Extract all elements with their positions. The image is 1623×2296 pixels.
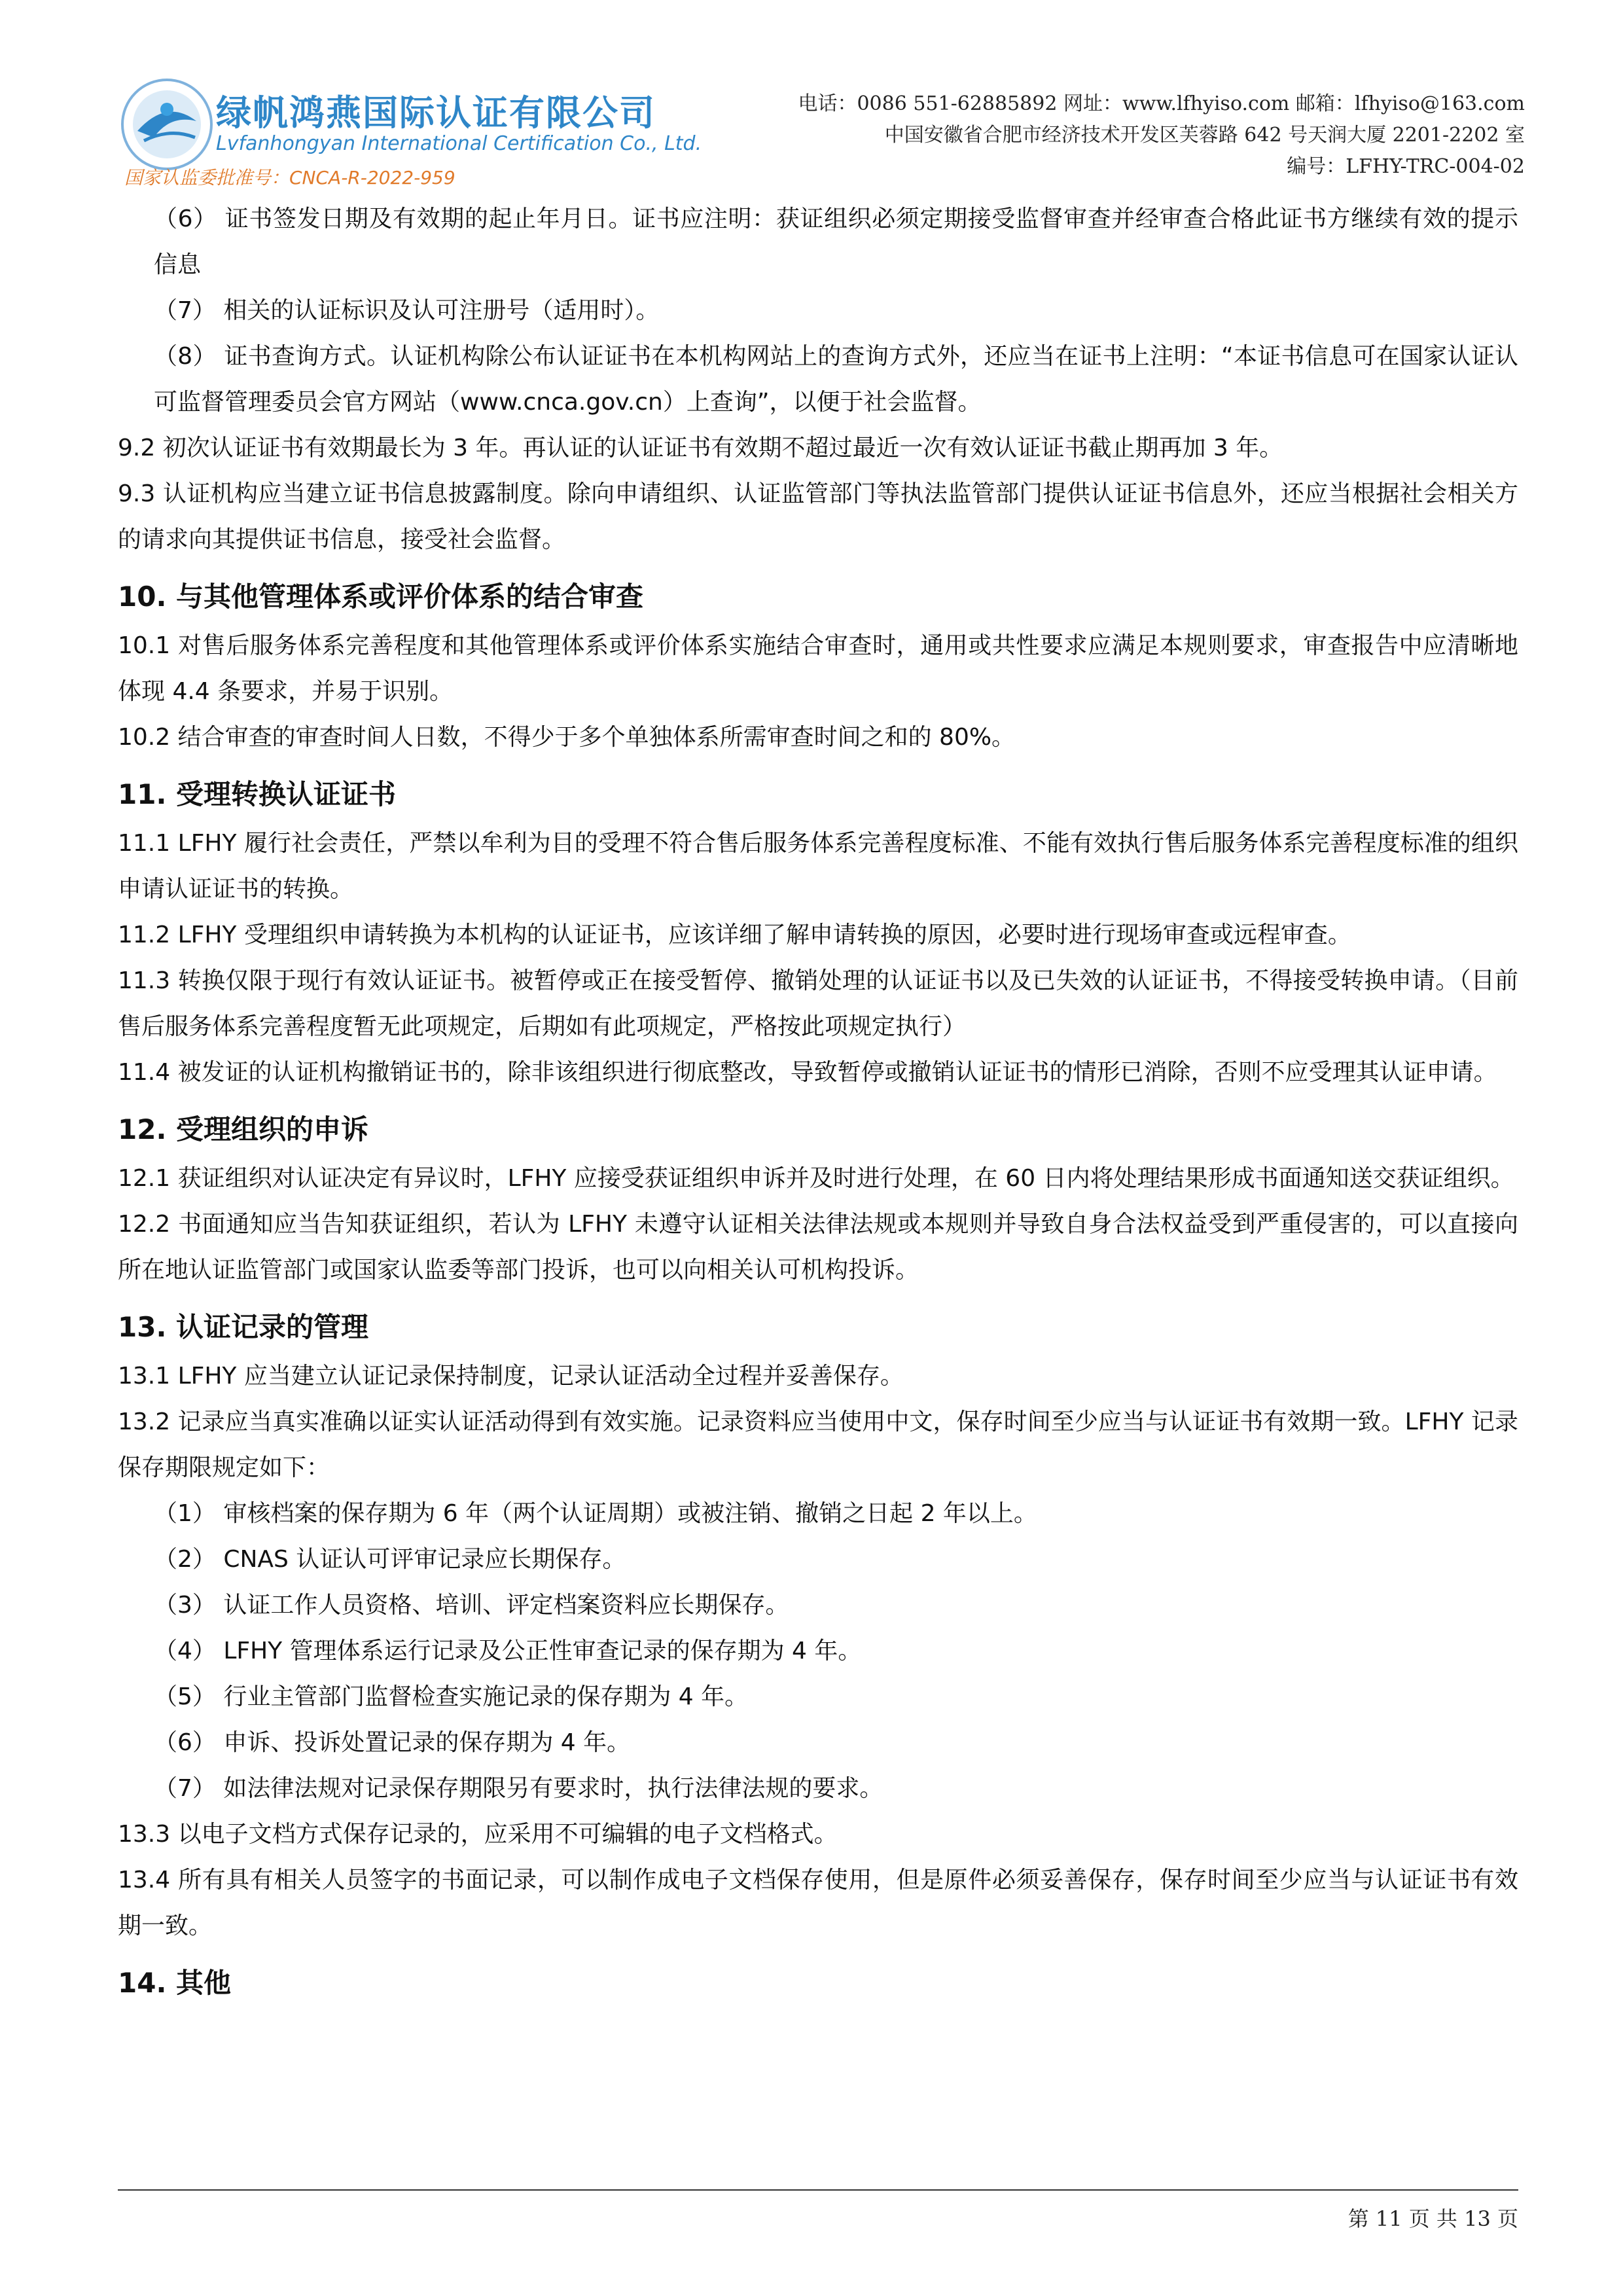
clause-10-1: 10.1 对售后服务体系完善程度和其他管理体系或评价体系实施结合审查时，通用或共性要求应满足本规则要求，审查报告中应清晰地体现 4.4 条要求，并易于识别。 bbox=[118, 632, 1518, 705]
header-contact: 电话：0086 551-62885892 网址：www.lfhyiso.com 邮箱：lfhyiso@163.com bbox=[798, 92, 1525, 115]
clause-11-2: 11.2 LFHY 受理组织申请转换为本机构的认证证书，应该详细了解申请转换的原因，必要时进行现场审查或远程审查。 bbox=[118, 922, 1351, 948]
section-heading-11: 11. 受理转换认证证书 bbox=[118, 778, 397, 810]
document-body bbox=[118, 196, 1518, 2009]
clause-10-2: 10.2 结合审查的审查时间人日数，不得少于多个单独体系所需审查时间之和的 80%。 bbox=[118, 724, 1016, 751]
company-logo-icon bbox=[118, 75, 216, 173]
section-heading-12: 12. 受理组织的申诉 bbox=[118, 1113, 369, 1145]
clause-13-3: 13.3 以电子文档方式保存记录的，应采用不可编辑的电子文档格式。 bbox=[118, 1821, 838, 1848]
clause-9-2: 9.2 初次认证证书有效期最长为 3 年。再认证的认证证书有效期不超过最近一次有效认证证书截止期再加 3 年。 bbox=[118, 435, 1283, 461]
logo-registration-number: 国家认监委批准号：CNCA-R-2022-959 bbox=[124, 167, 455, 188]
clause-11-1: 11.1 LFHY 履行社会责任，严禁以牟利为目的受理不符合售后服务体系完善程度标准、不能有效执行售后服务体系完善程度标准的组织申请认证证书的转换。 bbox=[118, 830, 1518, 903]
record-item: （1） 审核档案的保存期为 6 年（两个认证周期）或被注销、撤销之日起 2 年以上。 bbox=[154, 1500, 1037, 1527]
clause-11-3: 11.3 转换仅限于现行有效认证证书。被暂停或正在接受暂停、撤销处理的认证证书以及已失效的认证证书，不得接受转换申请。（目前售后服务体系完善程度暂无此项规定，后期如有此项规定，严格按此项规定执行） bbox=[118, 967, 1518, 1040]
clause-13-1: 13.1 LFHY 应当建立认证记录保持制度，记录认证活动全过程并妥善保存。 bbox=[118, 1363, 904, 1390]
record-item: （4） LFHY 管理体系运行记录及公正性审查记录的保存期为 4 年。 bbox=[154, 1638, 862, 1664]
clause-11-4: 11.4 被发证的认证机构撤销证书的，除非该组织进行彻底整改，导致暂停或撤销认证证书的情形已消除，否则不应受理其认证申请。 bbox=[118, 1059, 1497, 1086]
logo-company-name-en: Lvfanhongyan International Certification Co., Ltd. bbox=[216, 132, 702, 155]
clause-13-2: 13.2 记录应当真实准确以证实认证活动得到有效实施。记录资料应当使用中文，保存时间至少应当与认证证书有效期一致。LFHY 记录保存期限规定如下： bbox=[118, 1408, 1518, 1481]
page-header bbox=[118, 72, 1525, 193]
section-heading-14: 14. 其他 bbox=[118, 1967, 232, 1999]
header-address: 中国安徽省合肥市经济技术开发区芙蓉路 642 号天润大厦 2201-2202 室 bbox=[884, 124, 1525, 147]
clause-item: （6） 证书签发日期及有效期的起止年月日。证书应注明：获证组织必须定期接受监督审查并经审查合格此证书方继续有效的提示信息 bbox=[154, 206, 1518, 278]
clause-13-4: 13.4 所有具有相关人员签字的书面记录，可以制作成电子文档保存使用，但是原件必须妥善保存，保存时间至少应当与认证证书有效期一致。 bbox=[118, 1867, 1518, 1939]
clause-9-3: 9.3 认证机构应当建立证书信息披露制度。除向申请组织、认证监管部门等执法监管部门提供认证证书信息外，还应当根据社会相关方的请求向其提供证书信息，接受社会监督。 bbox=[118, 480, 1518, 553]
section-heading-10: 10. 与其他管理体系或评价体系的结合审查 bbox=[118, 581, 644, 613]
record-item: （3） 认证工作人员资格、培训、评定档案资料应长期保存。 bbox=[154, 1592, 789, 1619]
record-item: （5） 行业主管部门监督检查实施记录的保存期为 4 年。 bbox=[154, 1683, 749, 1710]
record-item: （7） 如法律法规对记录保存期限另有要求时，执行法律法规的要求。 bbox=[154, 1775, 883, 1802]
clause-item: （7） 相关的认证标识及认可注册号（适用时）。 bbox=[154, 297, 660, 324]
page-number: 第 11 页 共 13 页 bbox=[1347, 2206, 1518, 2231]
record-item: （6） 申诉、投诉处置记录的保存期为 4 年。 bbox=[154, 1729, 631, 1756]
logo-company-name-cn: 绿帆鸿燕国际认证有限公司 bbox=[216, 92, 656, 134]
record-item: （2） CNAS 认证认可评审记录应长期保存。 bbox=[154, 1546, 626, 1573]
header-contact-block bbox=[798, 88, 1525, 183]
clause-item: （8） 证书查询方式。认证机构除公布认证证书在本机构网站上的查询方式外，还应当在证书上注明：“本证书信息可在国家认证认可监督管理委员会官方网站（www.cnca.gov.cn）上查询”，以便于社会监督。 bbox=[154, 343, 1518, 416]
section-heading-13: 13. 认证记录的管理 bbox=[118, 1311, 369, 1343]
header-doc-number: 编号：LFHY-TRC-004-02 bbox=[1287, 155, 1525, 178]
footer-divider bbox=[118, 2189, 1518, 2191]
clause-12-1: 12.1 获证组织对认证决定有异议时，LFHY 应接受获证组织申诉并及时进行处理，在 60 日内将处理结果形成书面通知送交获证组织。 bbox=[118, 1165, 1514, 1192]
clause-12-2: 12.2 书面通知应当告知获证组织，若认为 LFHY 未遵守认证相关法律法规或本规则并导致自身合法权益受到严重侵害的，可以直接向所在地认证监管部门或国家认监委等部门投诉，也可以向相关认可机构投诉。 bbox=[118, 1211, 1518, 1283]
